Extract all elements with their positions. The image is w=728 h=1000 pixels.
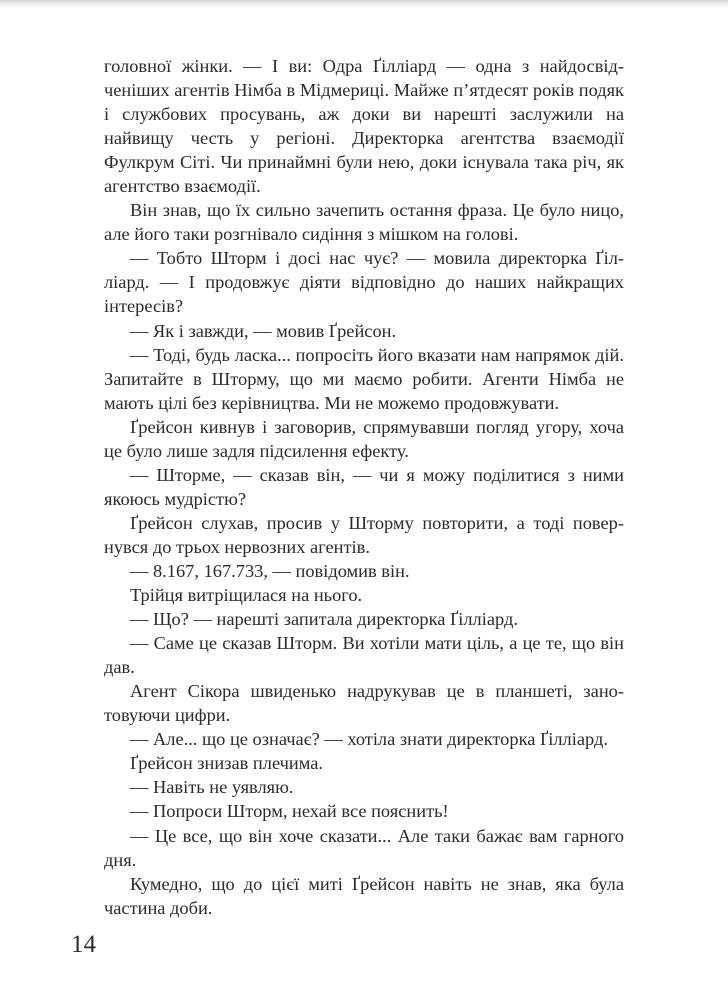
- paragraph-4: — Як і завжди, — мовив Ґрейсон.: [130, 320, 397, 341]
- paragraph-1: головної жінки. — І ви: Одра Ґілліард — одна з найдосвідченіших агентів Німба в Мідмериці. Майже п’ятдесят років подяк і службових просувань, аж доки ви нарешті заслужили на найвищу честь у регіоні. Директорка агентства взаємодії Фулкрум Сіті. Чи принаймні були нею, доки існувала така річ, як агентство взаємодії.: [104, 56, 624, 197]
- paragraph-11: — Що? — нарешті запитала директорка Ґілліард.: [130, 609, 518, 630]
- paragraph-15: Ґрейсон знизав плечима.: [130, 753, 324, 774]
- paragraph-9: — 8.167, 167.733, — повідомив він.: [130, 560, 410, 581]
- paragraph-8: Ґрейсон слухав, просив у Шторму повторити, а тоді повернувся до трьох нервозних агентів.: [104, 512, 624, 557]
- paragraph-12: — Саме це сказав Шторм. Ви хотіли мати ціль, а це те, що він дав.: [104, 633, 624, 678]
- page-number: 14: [71, 931, 96, 958]
- paragraph-10: Трійця витріщилася на нього.: [130, 585, 363, 606]
- paragraph-7: — Шторме, — сказав він, — чи я можу поділитися з ними якоюсь мудрістю?: [104, 464, 624, 509]
- paragraph-6: Ґрейсон кивнув і заговорив, спрямувавши погляд угору, хоча це було лише задля підсилення ефекту.: [104, 416, 624, 461]
- page-body-text: [104, 54, 624, 920]
- paragraph-13: Агент Сікора швиденько надрукував це в планшеті, занотовуючи цифри.: [104, 681, 624, 726]
- paragraph-19: Кумедно, що до цієї миті Ґрейсон навіть не знав, яка була частина доби.: [104, 873, 624, 918]
- paragraph-2: Він знав, що їх сильно зачепить остання фраза. Це було ницо, але його таки розгнівало сидіння з мішком на голові.: [104, 200, 624, 245]
- paragraph-18: — Це все, що він хоче сказати... Але таки бажає вам гарного дня.: [104, 825, 624, 870]
- paragraph-17: — Попроси Шторм, нехай все пояснить!: [130, 801, 449, 822]
- page-top-shadow: [0, 0, 728, 8]
- paragraph-14: — Але... що це означає? — хотіла знати директорка Ґілліард.: [130, 729, 608, 750]
- paragraph-5: — Тоді, будь ласка... попросіть його вказати нам напрямок дій. Запитайте в Шторму, що ми маємо робити. Агенти Німба не мають цілі без керівництва. Ми не можемо продовжувати.: [104, 344, 624, 413]
- paragraph-16: — Навіть не уявляю.: [130, 777, 294, 798]
- paragraph-3: — Тобто Шторм і досі нас чує? — мовила директорка Ґілліард. — І продовжує діяти відповідно до наших найкращих інтересів?: [104, 248, 624, 317]
